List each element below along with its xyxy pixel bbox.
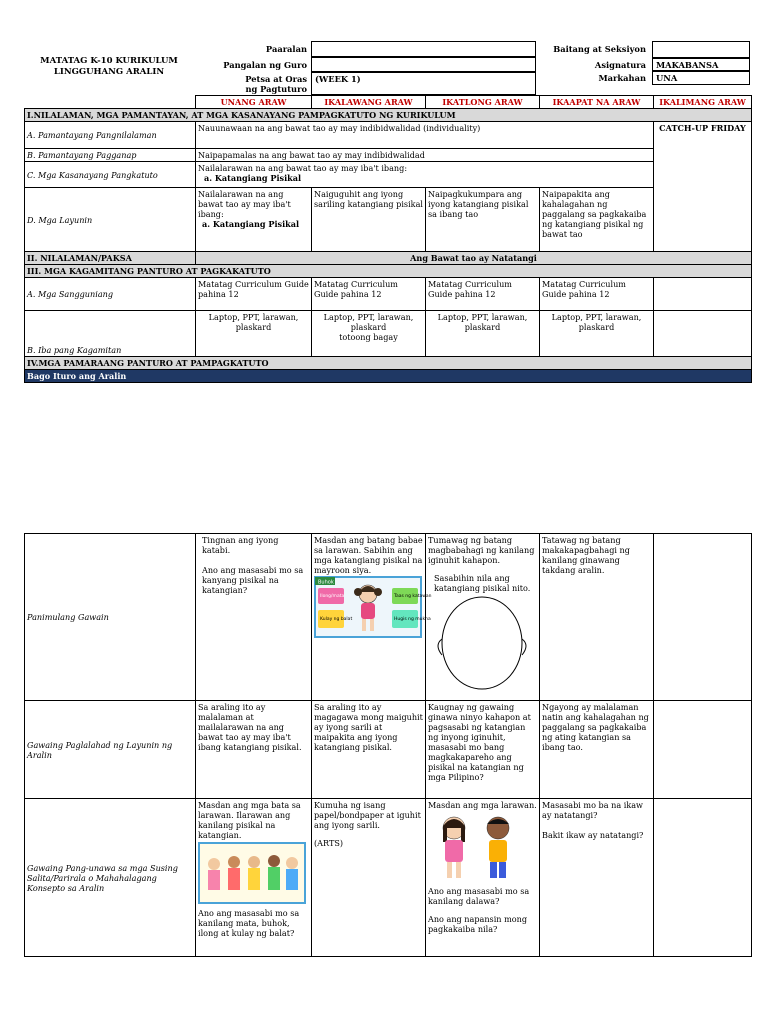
pang-unawa-day-3: Masdan ang mga larawan. Ano ang masasabi mo sa kanilang dalawa? Ano ang napansin mong pagkakaiba nila? <box>426 799 540 957</box>
row-d-label: D. Mga Layunin <box>25 188 196 252</box>
day-1: UNANG ARAW <box>196 96 312 109</box>
layunin-day-1: Nailalarawan na ang bawat tao ay may iba't ibang: a. Katangiang Pisikal <box>196 188 312 252</box>
sanggunian-day-2: Matatag Curriculum Guide pahina 12 <box>312 278 426 311</box>
upper-table <box>24 95 752 383</box>
two-children-image <box>428 812 528 882</box>
pang-unawa-day-4: Masasabi mo ba na ikaw ay natatangi? Bakit ikaw ay natatangi? <box>540 799 654 957</box>
children-group-image <box>198 842 306 904</box>
petsa-field[interactable]: (WEEK 1) <box>311 72 536 95</box>
asignatura-label: Asignatura <box>594 60 646 70</box>
row-a-label: A. Pamantayang Pangnilalaman <box>25 122 196 149</box>
paglalahad-day-4: Ngayong ay malalaman natin ang kahalagahan ng paggalang sa pagkakaiba ng ating katangian sa ibang tao. <box>540 701 654 799</box>
paaralan-field[interactable] <box>311 41 536 57</box>
svg-text:Kulay ng balat: Kulay ng balat <box>320 617 353 622</box>
paglalahad-day-3: Kaugnay ng gawaing ginawa ninyo kahapon at pagsasabi ng katangian ng inyong iginuhit, masasabi mo bang magkakapareho ang pisikal na katangian ng mga Pilipino? <box>426 701 540 799</box>
pang-unawa-label: Gawaing Pang-unawa sa mga Susing Salita/Parirala o Mahahalagang Konsepto sa Aralin <box>25 799 196 957</box>
kagamitan-day-3: Laptop, PPT, larawan, plaskard <box>426 311 540 357</box>
pang-unawa-day-2: Kumuha ng isang papel/bondpaper at iguhit ang iyong sarili. (ARTS) <box>312 799 426 957</box>
paaralan-label: Paaralan <box>265 44 307 54</box>
svg-text:Hugis ng mukha: Hugis ng mukha <box>394 617 431 622</box>
section-1-heading: I.NILALAMAN, MGA PAMANTAYAN, AT MGA KASANAYANG PAMPAGKATUTO NG KURIKULUM <box>25 109 752 122</box>
guro-label: Pangalan ng Guro <box>223 60 307 70</box>
panimula-day-1: Tingnan ang iyong katabi. Ano ang masasabi mo sa kanyang pisikal na katangian? <box>196 534 312 701</box>
catch-up-friday: CATCH-UP FRIDAY <box>654 122 752 252</box>
kagamitan-day-2: Laptop, PPT, larawan, plaskard totoong bagay <box>312 311 426 357</box>
sanggunian-day-3: Matatag Curriculum Guide pahina 12 <box>426 278 540 311</box>
svg-text:Ilong/mata: Ilong/mata <box>320 594 345 599</box>
sanggunian-label: A. Mga Sangguniang <box>25 278 196 311</box>
lower-table <box>24 533 752 957</box>
row-c-label: C. Mga Kasanayang Pangkatuto <box>25 162 196 188</box>
paglalahad-label: Gawaing Paglalahad ng Layunin ng Aralin <box>25 701 196 799</box>
baitang-label: Baitang at Seksiyon <box>553 44 646 54</box>
day-header-row <box>25 96 752 109</box>
day-2: IKALAWANG ARAW <box>312 96 426 109</box>
svg-text:Taas ng katawan: Taas ng katawan <box>394 594 432 599</box>
paglalahad-day-2: Sa araling ito ay magagawa mong maiguhit ay iyong sarili at maipakita ang iyong katangiang pisikal. <box>312 701 426 799</box>
row-b-label: B. Pamantayang Pagganap <box>25 149 196 162</box>
baitang-field[interactable] <box>652 41 750 58</box>
markahan-label: Markahan <box>598 73 646 83</box>
layunin-day-4: Naipapakita ang kahalagahan ng paggalang sa pagkakaiba ng katangiang pisikal ng bawat tao <box>540 188 654 252</box>
layunin-day-2: Naiguguhit ang iyong sariling katangiang pisikal <box>312 188 426 252</box>
sanggunian-day-1: Matatag Curriculum Guide pahina 12 <box>196 278 312 311</box>
day-5: IKALIMANG ARAW <box>654 96 752 109</box>
pang-unawa-day-1: Masdan ang mga bata sa larawan. Ilarawan ang kanilang pisikal na katangian. Ano ang masasabi mo sa kanilang mata, buhok, ilong at kulay ng balat? <box>196 799 312 957</box>
row-b-text: Naipapamalas na ang bawat tao ay may indibidwalidad <box>196 149 654 162</box>
section-3-heading: III. MGA KAGAMITANG PANTURO AT PAGKAKATUTO <box>25 265 752 278</box>
row-c-text: Nailalarawan na ang bawat tao ay may iba't ibang: a. Katangiang Pisikal <box>196 162 654 188</box>
panimula-day-3: Tumawag ng batang magbabahagi ng kanilang iginuhit kahapon. Sasabihin nila ang katangiang pisikal nito. <box>426 534 540 701</box>
bago-ituro-bar: Bago Ituro ang Aralin <box>25 370 752 383</box>
kagamitan-label: B. Iba pang Kagamitan <box>25 311 196 357</box>
day-4: IKAAPAT NA ARAW <box>540 96 654 109</box>
petsa-label: Petsa at Oras ng Pagtuturo <box>245 74 307 94</box>
kagamitan-day-1: Laptop, PPT, larawan, plaskard <box>196 311 312 357</box>
image-title: Buhok <box>318 579 334 586</box>
sanggunian-day-4: Matatag Curriculum Guide pahina 12 <box>540 278 654 311</box>
panimula-day-2: Masdan ang batang babae sa larawan. Sabihin ang mga katangiang pisikal na mayroon siya. Buhok Ilong/mata Taas ng katawan Kulay ng balat Hugis ng mukha <box>312 534 426 701</box>
guro-field[interactable] <box>311 57 536 72</box>
plan-title: MATATAG K-10 KURIKULUM LINGGUHANG ARALIN <box>40 56 178 77</box>
paglalahad-day-1: Sa araling ito ay malalaman at mailalarawan na ang bawat tao ay may iba't ibang katangiang pisikal. <box>196 701 312 799</box>
markahan-field[interactable]: UNA <box>652 71 750 85</box>
row-a-text: Nauunawaan na ang bawat tao ay may indibidwalidad (individuality) <box>196 122 654 149</box>
day-3: IKATLONG ARAW <box>426 96 540 109</box>
section-4-heading: IV.MGA PAMARAANG PANTURO AT PAMPAGKATUTO <box>25 357 752 370</box>
blank-face-outline <box>428 597 536 693</box>
section-2-label: II. NILALAMAN/PAKSA <box>25 252 196 265</box>
panimula-day-4: Tatawag ng batang makakapagbahagi ng kanilang ginawang takdang aralin. <box>540 534 654 701</box>
asignatura-field[interactable]: MAKABANSA <box>652 58 750 71</box>
layunin-day-3: Naipagkukumpara ang iyong katangiang pisikal sa ibang tao <box>426 188 540 252</box>
section-2-value: Ang Bawat tao ay Natatangi <box>196 252 752 265</box>
panimulang-label: Panimulang Gawain <box>25 534 196 701</box>
kagamitan-day-4: Laptop, PPT, larawan, plaskard <box>540 311 654 357</box>
